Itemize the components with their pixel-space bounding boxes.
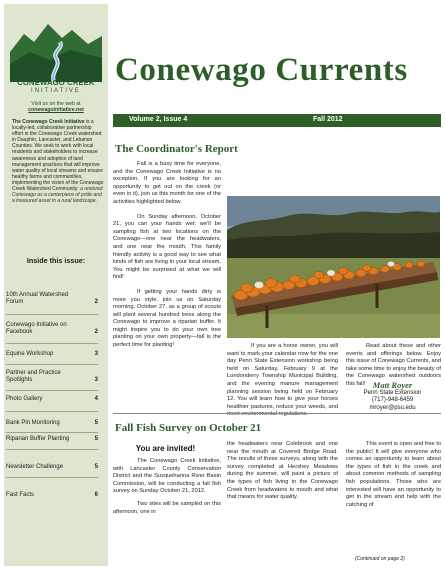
- toc-label: Newsletter Challenge: [6, 464, 64, 470]
- report-paragraph: Fall is a busy time for everyone, and the Conewago Creek Initiative is no exception. If you are looking for an opportunity to get out on the creek (or even in it), join us this month for one of the activities highlighted below.: [113, 161, 221, 205]
- toc-page: 3: [94, 377, 98, 384]
- toc-page: 5: [94, 436, 98, 442]
- signature-org: Penn State Extension: [363, 389, 422, 396]
- survey-paragraph: The Conewago Creek Initiative, with Lancaster County Conservation District and the Susquehanna River Basin Commission, will be conducting a fall fish survey on Sunday October 21, 2012.: [113, 458, 221, 495]
- toc-label: Photo Gallery: [6, 396, 43, 402]
- toc-page: 2: [94, 299, 98, 306]
- toc-page: 5: [94, 420, 98, 426]
- signature-email[interactable]: mroyer@psu.edu: [369, 404, 416, 411]
- survey-paragraph: the headwaters near Colebrook and one near the mouth at Covered Bridge Road. The results of these surveys, along with the survey completed at Hershey Meadows during the summer, will paint a picture of the types of fish living in the Conewago Creek from headwaters to mouth and what that means for water quality.: [227, 441, 338, 501]
- logo-name: CONEWAGO CREEK: [17, 78, 95, 87]
- issue-number: Volume 2, Issue 4: [129, 116, 188, 123]
- toc-label: Riparian Buffer Planting: [6, 436, 70, 442]
- toc-label: Equine Workshop: [6, 351, 54, 357]
- toc-page: 2: [94, 329, 98, 336]
- about-vision: a restored Conewago as a centerpiece of pride and a treasured asset in a rural landscape.: [12, 186, 103, 205]
- invited-callout: You are invited!: [135, 444, 196, 453]
- toc-page: 5: [94, 464, 98, 470]
- toc-divider: [6, 364, 98, 365]
- toc-label: Fast Facts: [6, 492, 35, 498]
- signature-block: [345, 382, 440, 412]
- fish-survey-heading: Fall Fish Survey on October 21: [115, 422, 262, 434]
- pumpkin-wagon-photo: [227, 196, 440, 338]
- visit-text: Visit us on the web at: [31, 101, 81, 107]
- issue-date: Fall 2012: [313, 116, 343, 123]
- report-paragraph: If you are a horse owner, you will want to mark your calendar now for the one day Penn State Extension workshop being held on Saturday, February 9 at the Londonderry Township Municipal Building, and the evening manure management planning session being held on February 12. You will learn how to give your horses healthier pastures, reduce your weeds, and meet environmental regulations.: [227, 343, 338, 418]
- website-block: [8, 101, 104, 114]
- inside-issue-title: Inside this issue:: [26, 256, 86, 265]
- toc-item[interactable]: [6, 292, 102, 307]
- report-paragraph: On Sunday afternoon, October 21, you can your hands wet: we'll be sampling fish at two locations on the Conewago—one near the headwaters, and one near the mouth. This family friendly activity is a good way to see what kinds of fish are living in your local stream. You might be surprised at what we will find!: [113, 213, 221, 281]
- toc-divider: [6, 390, 98, 391]
- continued-note: (Continued on page 2): [355, 556, 405, 562]
- report-column-1: [113, 161, 221, 350]
- issue-bar: [113, 114, 441, 127]
- toc-divider: [6, 449, 98, 450]
- toc-divider: [6, 411, 98, 412]
- toc-divider: [6, 432, 98, 433]
- signature-phone: (717)-948-6459: [371, 397, 414, 404]
- toc-item[interactable]: [6, 396, 102, 403]
- toc-item[interactable]: [6, 420, 102, 427]
- about-org: The Conewago Creek Initiative: [12, 119, 85, 125]
- toc-label: 10th Annual Watershed Forum: [6, 292, 69, 306]
- report-paragraph: If getting your hands dirty is more you style, join us on Saturday morning, October 27, as a group of scouts will plant several hundred trees along the Conewago to improve a riparian buffer. It might inspire you to do your own tree planting on your own property—fall is the perfect time for planting!: [113, 288, 221, 349]
- toc-page: 4: [94, 396, 98, 402]
- toc-item[interactable]: [6, 464, 102, 471]
- toc-page: 3: [94, 351, 98, 357]
- toc-item[interactable]: [6, 436, 102, 443]
- survey-paragraph: This event is open and free to the public! It will give everyone who comes an opportunity to learn about the types of fish in the creek and about common methods of sampling fish populations. Those who are interested will have an opportunity to get in the stream and help with the catching of: [346, 441, 441, 508]
- section-divider: [113, 413, 441, 414]
- report-column-2: [227, 343, 338, 419]
- toc-page: 6: [94, 492, 98, 498]
- toc-divider: [6, 343, 98, 344]
- report-paragraph: Read about these and other events and offerings below. Enjoy this issue of Conewago Currents, and take some time to enjoy the beauty of the Conewago watershed outdoors this fall!: [346, 343, 441, 387]
- survey-column-3: [346, 441, 441, 509]
- coordinator-report-heading: The Coordinator's Report: [115, 143, 238, 155]
- about-body: is a locally-led, collaborative partnership effort in the Conewago Creek watershed in Dauphin, Lancaster, and Lebanon Counties. We seek to work with local residents and stakeholders to increase awareness and adoption of land management practices that will improve water quality of local streams and ensure healthy farms and communities, implementing the vision of the Conewago Creek Watershed Community:: [12, 119, 104, 193]
- survey-column-1: [113, 458, 221, 516]
- toc-item[interactable]: [6, 351, 102, 358]
- toc-label: Bank Pin Monitoring: [6, 420, 60, 426]
- sidebar: [4, 4, 108, 566]
- about-text: [12, 119, 104, 204]
- toc-item[interactable]: [6, 492, 102, 499]
- conewago-logo-icon: [10, 12, 102, 82]
- toc-item[interactable]: [6, 322, 102, 337]
- logo-subtitle: INITIATIVE: [31, 88, 81, 94]
- survey-paragraph: Two sites will be sampled on this afternoon, one in: [113, 500, 221, 515]
- website-link[interactable]: conewagoinitiative.net: [28, 107, 84, 114]
- toc-label: Partner and Practice Spotlights: [6, 370, 61, 384]
- toc-item[interactable]: [6, 370, 102, 385]
- toc-divider: [6, 314, 98, 315]
- signature-name: Matt Royer: [372, 380, 413, 390]
- toc-label: Conewago Initiative on Facebook: [6, 322, 67, 336]
- toc-divider: [6, 477, 98, 478]
- survey-column-2: [227, 441, 338, 502]
- newsletter-title: Conewago Currents: [115, 52, 408, 88]
